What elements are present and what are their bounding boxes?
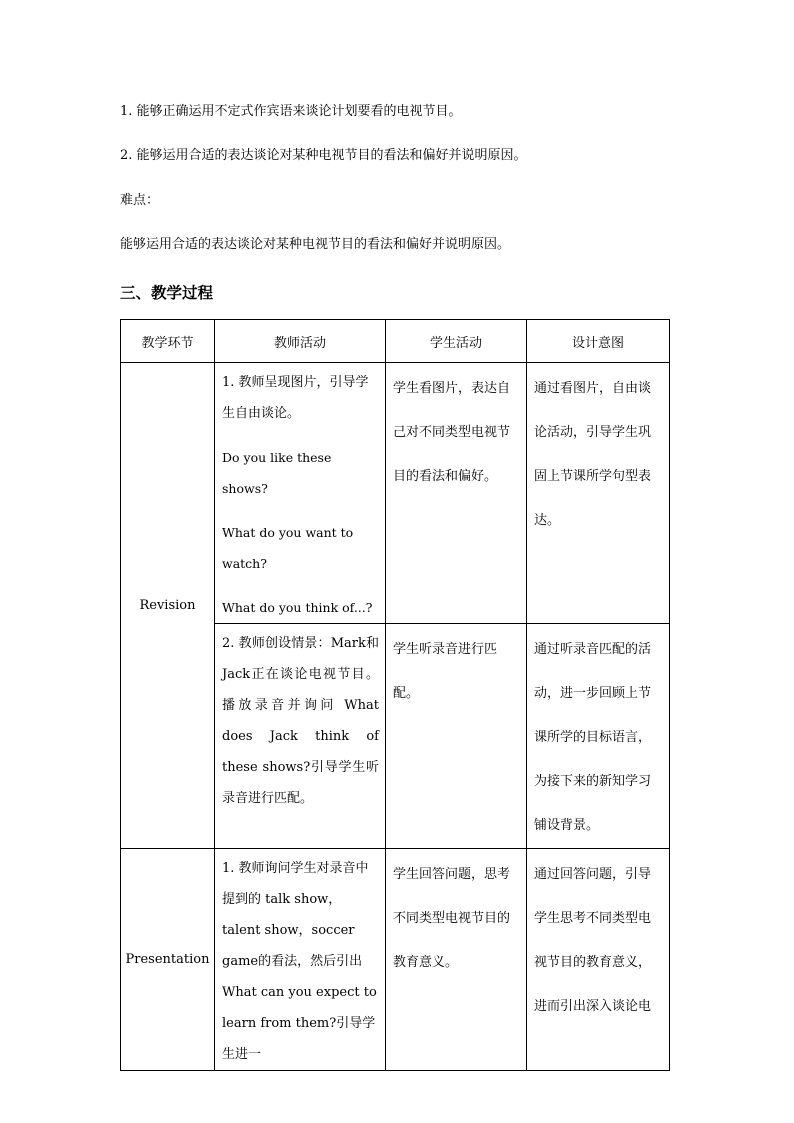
student-activity-cell [386,363,527,624]
design-purpose-text: 通过回答问题，引导学生思考不同类型电视节目的教育意义，进而引出深入谈论电 [534,867,652,1014]
design-purpose-cell [527,363,670,624]
paragraph-1: 1. 能够正确运用不定式作宾语来谈论计划要看的电视节目。 [120,104,462,119]
student-activity-text: 学生听录音进行匹配。 [393,642,498,701]
header-student: 学生活动 [386,320,527,363]
section-title: 三、教学过程 [120,284,214,302]
stage-revision: Revision [121,363,215,849]
paragraph-2: 2. 能够运用合适的表达谈论对某种电视节目的看法和偏好并说明原因。 [120,148,527,163]
student-activity-cell [386,849,527,1071]
paragraph-3: 能够运用合适的表达谈论对某种电视节目的看法和偏好并说明原因。 [120,237,511,252]
design-purpose-text: 通过听录音匹配的活动，进一步回顾上节课所学的目标语言，为接下来的新知学习铺设背景。 [534,642,652,833]
teacher-activity-question: Do you like these shows? [222,450,332,496]
lesson-table [120,319,670,1071]
student-activity-cell [386,624,527,849]
teacher-activity-text: 1. 教师呈现图片，引导学生自由谈论。 [222,375,369,421]
header-stage: 教学环节 [121,320,215,363]
teacher-activity-question: What do you think of...? [222,600,373,615]
paragraph-difficulty-label: 难点： [120,193,160,208]
stage-presentation: Presentation [121,849,215,1071]
teacher-activity-cell [215,363,386,624]
teacher-activity-question: What do you want to watch? [222,525,354,571]
table-header-row [121,320,670,363]
teacher-activity-text: 2. 教师创设情景：Mark和Jack正在谈论电视节目。播放录音并询问 What does Jack think of these shows?引导学生听录音进行匹配。 [222,636,379,806]
table-row [121,849,670,1071]
header-purpose: 设计意图 [527,320,670,363]
design-purpose-cell [527,849,670,1071]
teacher-activity-text: 1. 教师询问学生对录音中提到的 talk show，talent show，soccer game的看法，然后引出 What can you expect to learn from them?引导学生进一 [222,861,377,1062]
student-activity-text: 学生回答问题，思考不同类型电视节目的教育意义。 [393,867,511,970]
design-purpose-cell [527,624,670,849]
teacher-activity-cell [215,849,386,1071]
student-activity-text: 学生看图片，表达自己对不同类型电视节目的看法和偏好。 [393,381,511,484]
table-row [121,363,670,624]
header-teacher: 教师活动 [215,320,386,363]
teacher-activity-cell [215,624,386,849]
design-purpose-text: 通过看图片，自由谈论活动，引导学生巩固上节课所学句型表达。 [534,381,652,528]
